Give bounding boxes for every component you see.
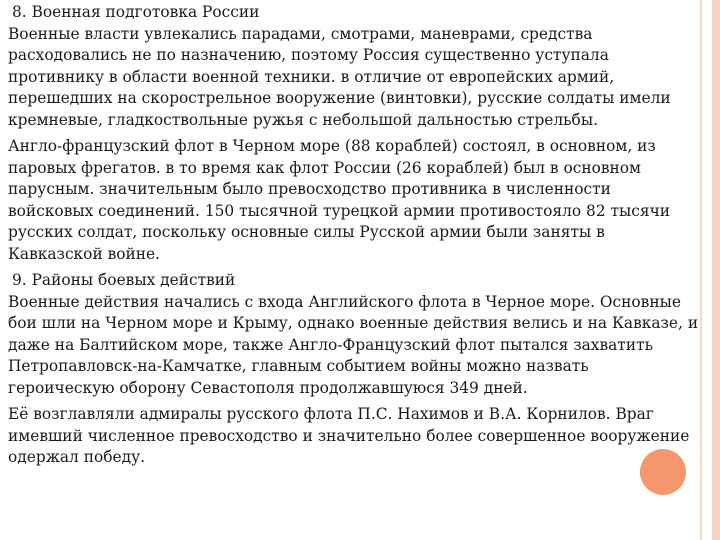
- slide-border-line: [700, 0, 702, 540]
- paragraph-fleet-comparison: Англо-французский флот в Черном море (88 кораблей) состоял, в основном, из паровых фрегатов. в то время как флот России (26 кораблей) был в основном парусным. значительным было превосходство противника в численности войсковых соединений. 150 тысячной турецкой армии противостояло 82 тысячи русских солдат, поскольку основные силы Русской армии были заняты в Кавказской войне.: [8, 137, 671, 263]
- slide-content: [8, 2, 700, 469]
- slide-border-strip: [712, 0, 720, 540]
- paragraph-admirals: Её возглавляли адмиралы русского флота П.С. Нахимов и В.А. Корнилов. Враг имевший численное превосходство и значительно более совершенное вооружение одержал победу.: [8, 405, 690, 466]
- paragraph-combat-areas: Военные действия начались с входа Английского флота в Черное море. Основные бои шли на Черном море и Крыму, однако военные действия велись и на Кавказе, и даже на Балтийском море, также Англо-Французский флот пытался захватить Петропавловск-на-Камчатке, главным событием войны можно назвать героическую оборону Севастополя продолжавшуюся 349 дней.: [8, 292, 699, 397]
- paragraph-military-preparation: Военные власти увлекались парадами, смотрами, маневрами, средства расходовались не по назначению, поэтому Россия существенно уступала противнику в области военной техники. в отличие от европейских армий, перешедших на скорострельное вооружение (винтовки), русские солдаты имели кремневые, гладкоствольные ружья с небольшой дальностью стрельбы.: [8, 24, 671, 129]
- section-heading-9: 9. Районы боевых действий: [12, 271, 236, 289]
- section-heading-8: 8. Военная подготовка России: [12, 3, 260, 21]
- decorative-circle-icon: [640, 449, 686, 495]
